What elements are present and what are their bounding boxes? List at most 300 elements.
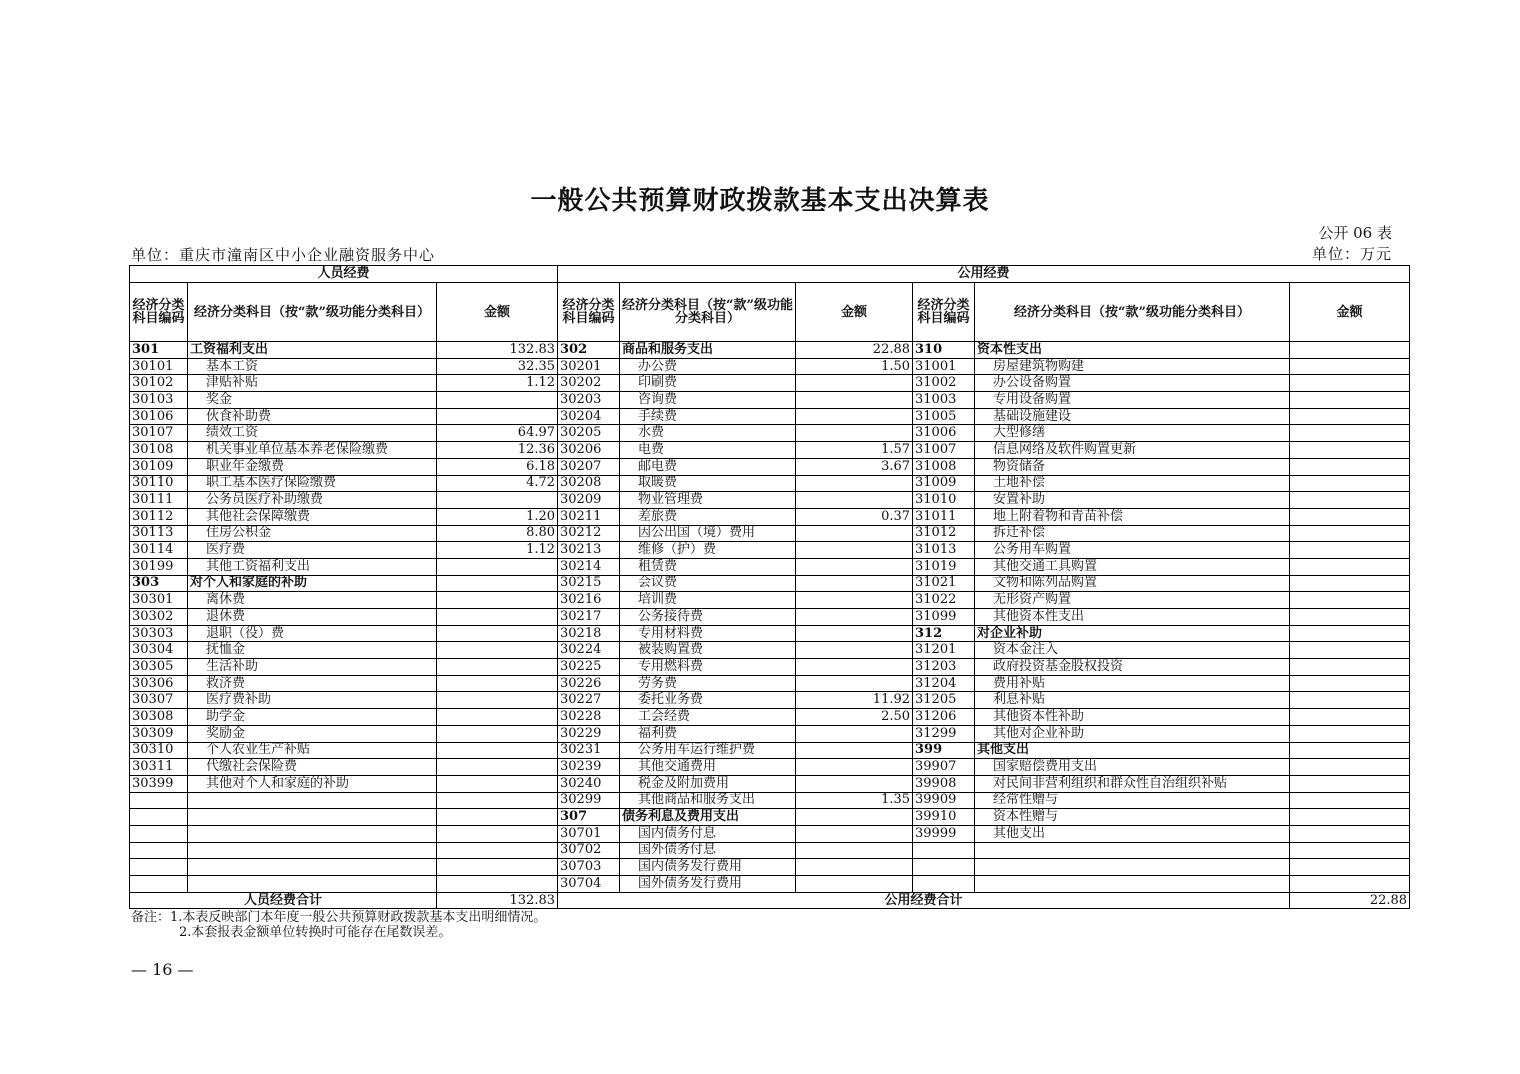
- item-code: [130, 809, 188, 826]
- table-row: [130, 558, 1410, 575]
- item-amount: [1290, 725, 1410, 742]
- item-code: 30301: [130, 592, 188, 609]
- item-amount: [796, 809, 913, 826]
- item-code: 30703: [558, 859, 620, 876]
- item-code: 312: [913, 625, 975, 642]
- item-code: 30102: [130, 375, 188, 392]
- item-amount: [1290, 558, 1410, 575]
- item-amount: [796, 725, 913, 742]
- item-amount: [437, 792, 558, 809]
- item-name: 资本性支出: [975, 342, 1290, 359]
- item-amount: [437, 825, 558, 842]
- item-name: 商品和服务支出: [620, 342, 796, 359]
- item-name: 物资储备: [975, 458, 1290, 475]
- item-code: 30106: [130, 408, 188, 425]
- form-number: 公开 06 表: [1318, 224, 1392, 242]
- header-code: 经济分类科目编码: [558, 283, 620, 342]
- item-code: 31019: [913, 558, 975, 575]
- item-code: [130, 842, 188, 859]
- item-code: 31205: [913, 692, 975, 709]
- item-code: 30239: [558, 759, 620, 776]
- item-code: 31204: [913, 675, 975, 692]
- item-code: 31002: [913, 375, 975, 392]
- item-amount: [1290, 609, 1410, 626]
- item-amount: 132.83: [437, 342, 558, 359]
- item-amount: 1.12: [437, 375, 558, 392]
- item-code: 30309: [130, 725, 188, 742]
- item-amount: 12.36: [437, 442, 558, 459]
- item-name: 房屋建筑物购建: [975, 358, 1290, 375]
- item-amount: 64.97: [437, 425, 558, 442]
- item-name: 离休费: [188, 592, 437, 609]
- item-amount: [437, 609, 558, 626]
- item-amount: [1290, 709, 1410, 726]
- item-name: 资本性赠与: [975, 809, 1290, 826]
- item-amount: [437, 775, 558, 792]
- item-amount: [437, 392, 558, 409]
- item-amount: [796, 775, 913, 792]
- item-code: 310: [913, 342, 975, 359]
- table-row: [130, 692, 1410, 709]
- item-amount: [796, 742, 913, 759]
- item-amount: [1290, 392, 1410, 409]
- item-code: 30111: [130, 492, 188, 509]
- section-public: 公用经费: [558, 266, 1410, 283]
- header-code: 经济分类科目编码: [130, 283, 188, 342]
- item-name: 其他交通工具购置: [975, 558, 1290, 575]
- item-amount: [796, 492, 913, 509]
- item-name: 大型修缮: [975, 425, 1290, 442]
- item-amount: [1290, 859, 1410, 876]
- table-row: [130, 876, 1410, 893]
- item-name: 公务用车购置: [975, 542, 1290, 559]
- item-code: 30224: [558, 642, 620, 659]
- item-name: 差旅费: [620, 508, 796, 525]
- item-code: 30226: [558, 675, 620, 692]
- item-code: 30702: [558, 842, 620, 859]
- item-amount: [437, 692, 558, 709]
- public-total-amount: 22.88: [1290, 892, 1410, 909]
- item-amount: [437, 625, 558, 642]
- item-name: 办公设备购置: [975, 375, 1290, 392]
- item-amount: [437, 575, 558, 592]
- table-row: [130, 809, 1410, 826]
- item-code: 30214: [558, 558, 620, 575]
- item-code: 31005: [913, 408, 975, 425]
- item-amount: [796, 675, 913, 692]
- item-code: 30208: [558, 475, 620, 492]
- note-line-2: 2.本套报表金额单位转换时可能存在尾数误差。: [179, 925, 452, 940]
- item-amount: [796, 759, 913, 776]
- item-amount: 0.37: [796, 508, 913, 525]
- header-amount: 金额: [796, 283, 913, 342]
- item-name: 专用材料费: [620, 625, 796, 642]
- item-code: 30205: [558, 425, 620, 442]
- item-name: 津贴补贴: [188, 375, 437, 392]
- item-name: 退休费: [188, 609, 437, 626]
- item-code: 30229: [558, 725, 620, 742]
- page-title: 一般公共预算财政拨款基本支出决算表: [530, 186, 990, 216]
- item-code: 307: [558, 809, 620, 826]
- item-code: 30225: [558, 659, 620, 676]
- table-row: [130, 609, 1410, 626]
- item-name: 专用燃料费: [620, 659, 796, 676]
- item-code: 30399: [130, 775, 188, 792]
- table-row: [130, 825, 1410, 842]
- item-name: 伙食补助费: [188, 408, 437, 425]
- item-amount: 1.35: [796, 792, 913, 809]
- item-code: 30203: [558, 392, 620, 409]
- item-code: 30211: [558, 508, 620, 525]
- item-name: 维修（护）费: [620, 542, 796, 559]
- item-name: 地上附着物和青苗补偿: [975, 508, 1290, 525]
- item-code: 31012: [913, 525, 975, 542]
- item-amount: [1290, 458, 1410, 475]
- personnel-total-label: 人员经费合计: [130, 892, 437, 909]
- item-code: 30218: [558, 625, 620, 642]
- item-code: 39907: [913, 759, 975, 776]
- item-name: 其他工资福利支出: [188, 558, 437, 575]
- item-code: 30212: [558, 525, 620, 542]
- item-amount: 22.88: [796, 342, 913, 359]
- item-name: 国外债务发行费用: [620, 876, 796, 893]
- item-amount: [437, 492, 558, 509]
- item-code: 302: [558, 342, 620, 359]
- item-code: 30240: [558, 775, 620, 792]
- item-code: 30299: [558, 792, 620, 809]
- item-name: 对企业补助: [975, 625, 1290, 642]
- item-code: 30101: [130, 358, 188, 375]
- item-code: 30114: [130, 542, 188, 559]
- item-name: 福利费: [620, 725, 796, 742]
- item-amount: [796, 642, 913, 659]
- item-amount: [796, 859, 913, 876]
- item-amount: [796, 825, 913, 842]
- item-name: 会议费: [620, 575, 796, 592]
- item-amount: [437, 725, 558, 742]
- item-name: 其他对个人和家庭的补助: [188, 775, 437, 792]
- item-amount: [1290, 792, 1410, 809]
- item-name: 其他资本性支出: [975, 609, 1290, 626]
- item-code: 30202: [558, 375, 620, 392]
- item-code: [130, 825, 188, 842]
- public-total-label: 公用经费合计: [558, 892, 1290, 909]
- item-name: 助学金: [188, 709, 437, 726]
- item-code: [913, 876, 975, 893]
- item-code: 31299: [913, 725, 975, 742]
- item-code: 30311: [130, 759, 188, 776]
- item-amount: [1290, 625, 1410, 642]
- item-amount: [796, 659, 913, 676]
- item-code: 31011: [913, 508, 975, 525]
- item-name: 经常性赠与: [975, 792, 1290, 809]
- item-code: [130, 876, 188, 893]
- item-amount: [796, 408, 913, 425]
- item-code: 30215: [558, 575, 620, 592]
- item-name: 资本金注入: [975, 642, 1290, 659]
- item-name: 国内债务发行费用: [620, 859, 796, 876]
- item-name: 委托业务费: [620, 692, 796, 709]
- item-name: 取暖费: [620, 475, 796, 492]
- item-code: 31006: [913, 425, 975, 442]
- item-code: 39910: [913, 809, 975, 826]
- item-name: 咨询费: [620, 392, 796, 409]
- item-name: 无形资产购置: [975, 592, 1290, 609]
- table-row: [130, 425, 1410, 442]
- item-amount: [437, 709, 558, 726]
- item-amount: [1290, 876, 1410, 893]
- item-amount: [437, 809, 558, 826]
- item-code: 30108: [130, 442, 188, 459]
- item-amount: [437, 859, 558, 876]
- item-amount: [1290, 442, 1410, 459]
- table-row: [130, 592, 1410, 609]
- item-amount: [1290, 592, 1410, 609]
- item-name: 公务用车运行维护费: [620, 742, 796, 759]
- item-name: 其他支出: [975, 825, 1290, 842]
- item-code: 31013: [913, 542, 975, 559]
- item-name: 个人农业生产补贴: [188, 742, 437, 759]
- item-name: 绩效工资: [188, 425, 437, 442]
- item-name: 职工基本医疗保险缴费: [188, 475, 437, 492]
- item-name: 专用设备购置: [975, 392, 1290, 409]
- item-name: 国家赔偿费用支出: [975, 759, 1290, 776]
- table-row: [130, 642, 1410, 659]
- item-amount: [796, 525, 913, 542]
- table-row: [130, 792, 1410, 809]
- item-name: 费用补贴: [975, 675, 1290, 692]
- item-name: [188, 825, 437, 842]
- table-row: [130, 375, 1410, 392]
- item-name: 物业管理费: [620, 492, 796, 509]
- item-code: 31008: [913, 458, 975, 475]
- item-code: 31201: [913, 642, 975, 659]
- table-row: [130, 508, 1410, 525]
- table-row: [130, 342, 1410, 359]
- table-row: [130, 659, 1410, 676]
- item-code: 303: [130, 575, 188, 592]
- item-code: 30227: [558, 692, 620, 709]
- item-code: 31099: [913, 609, 975, 626]
- item-code: [130, 792, 188, 809]
- item-code: 30110: [130, 475, 188, 492]
- item-code: 31010: [913, 492, 975, 509]
- item-name: 债务利息及费用支出: [620, 809, 796, 826]
- item-name: 邮电费: [620, 458, 796, 475]
- item-code: 39909: [913, 792, 975, 809]
- item-name: 利息补贴: [975, 692, 1290, 709]
- item-name: 基础设施建设: [975, 408, 1290, 425]
- item-name: 奖励金: [188, 725, 437, 742]
- item-amount: 1.50: [796, 358, 913, 375]
- item-name: [188, 809, 437, 826]
- item-name: [975, 859, 1290, 876]
- item-name: 机关事业单位基本养老保险缴费: [188, 442, 437, 459]
- header-amount: 金额: [437, 283, 558, 342]
- item-amount: 1.57: [796, 442, 913, 459]
- item-amount: [796, 375, 913, 392]
- table-row: [130, 475, 1410, 492]
- expenditure-table: [129, 265, 1410, 909]
- item-amount: [437, 642, 558, 659]
- table-row: [130, 625, 1410, 642]
- column-header-row: [130, 283, 1410, 342]
- item-amount: [796, 625, 913, 642]
- item-name: [188, 859, 437, 876]
- table-row: [130, 675, 1410, 692]
- item-amount: [1290, 575, 1410, 592]
- item-code: 31021: [913, 575, 975, 592]
- item-name: 因公出国（境）费用: [620, 525, 796, 542]
- item-amount: 11.92: [796, 692, 913, 709]
- item-amount: [1290, 542, 1410, 559]
- item-amount: [1290, 675, 1410, 692]
- item-code: 30112: [130, 508, 188, 525]
- item-amount: [796, 475, 913, 492]
- table-row: [130, 575, 1410, 592]
- item-name: [188, 792, 437, 809]
- item-amount: [1290, 375, 1410, 392]
- item-amount: [1290, 492, 1410, 509]
- item-code: 30199: [130, 558, 188, 575]
- item-amount: [1290, 408, 1410, 425]
- item-name: 拆迁补偿: [975, 525, 1290, 542]
- reporting-unit: 单位：重庆市潼南区中小企业融资服务中心: [131, 246, 436, 264]
- item-amount: [796, 558, 913, 575]
- item-code: 30302: [130, 609, 188, 626]
- item-amount: [796, 542, 913, 559]
- item-code: 301: [130, 342, 188, 359]
- table-row: [130, 458, 1410, 475]
- item-amount: [1290, 775, 1410, 792]
- item-name: 其他支出: [975, 742, 1290, 759]
- item-amount: [1290, 809, 1410, 826]
- item-name: 奖金: [188, 392, 437, 409]
- item-name: 安置补助: [975, 492, 1290, 509]
- item-code: 30209: [558, 492, 620, 509]
- table-row: [130, 525, 1410, 542]
- item-name: 税金及附加费用: [620, 775, 796, 792]
- item-amount: [1290, 692, 1410, 709]
- item-amount: [1290, 425, 1410, 442]
- item-amount: [437, 558, 558, 575]
- item-name: 医疗费补助: [188, 692, 437, 709]
- item-amount: [1290, 742, 1410, 759]
- item-amount: 8.80: [437, 525, 558, 542]
- item-amount: 32.35: [437, 358, 558, 375]
- item-amount: [796, 425, 913, 442]
- table-row: [130, 775, 1410, 792]
- item-code: 30701: [558, 825, 620, 842]
- item-amount: 1.20: [437, 508, 558, 525]
- item-amount: [796, 592, 913, 609]
- item-code: 30228: [558, 709, 620, 726]
- item-amount: [437, 592, 558, 609]
- item-code: 30231: [558, 742, 620, 759]
- item-amount: [1290, 759, 1410, 776]
- item-code: 39908: [913, 775, 975, 792]
- item-name: 其他交通费用: [620, 759, 796, 776]
- item-amount: [1290, 342, 1410, 359]
- item-name: [975, 842, 1290, 859]
- note-line-1: 备注：1.本表反映部门本年度一般公共预算财政拨款基本支出明细情况。: [131, 910, 547, 925]
- item-code: 30308: [130, 709, 188, 726]
- header-code: 经济分类科目编码: [913, 283, 975, 342]
- table-row: [130, 408, 1410, 425]
- item-name: [188, 876, 437, 893]
- item-name: 水费: [620, 425, 796, 442]
- item-name: 救济费: [188, 675, 437, 692]
- item-name: 政府投资基金股权投资: [975, 659, 1290, 676]
- table-row: [130, 759, 1410, 776]
- item-amount: [1290, 525, 1410, 542]
- item-amount: [1290, 358, 1410, 375]
- item-amount: 4.72: [437, 475, 558, 492]
- item-name: 公务接待费: [620, 609, 796, 626]
- currency-unit: 单位：万元: [1311, 245, 1392, 263]
- header-name: 经济分类科目（按“款”级功能分类科目）: [188, 283, 437, 342]
- item-name: 退职（役）费: [188, 625, 437, 642]
- table-row: [130, 358, 1410, 375]
- item-code: 31203: [913, 659, 975, 676]
- item-amount: [796, 876, 913, 893]
- item-name: 公务员医疗补助缴费: [188, 492, 437, 509]
- item-code: 30204: [558, 408, 620, 425]
- table-row: [130, 742, 1410, 759]
- table-row: [130, 542, 1410, 559]
- item-amount: [437, 876, 558, 893]
- table-row: [130, 442, 1410, 459]
- section-header-row: [130, 266, 1410, 283]
- item-name: 文物和陈列品购置: [975, 575, 1290, 592]
- item-name: 代缴社会保险费: [188, 759, 437, 776]
- item-name: [975, 876, 1290, 893]
- item-amount: [437, 842, 558, 859]
- item-name: 国外债务付息: [620, 842, 796, 859]
- item-name: 生活补助: [188, 659, 437, 676]
- item-code: 30217: [558, 609, 620, 626]
- item-name: 对民间非营利组织和群众性自治组织补贴: [975, 775, 1290, 792]
- item-code: 30103: [130, 392, 188, 409]
- item-amount: 6.18: [437, 458, 558, 475]
- item-code: 30704: [558, 876, 620, 893]
- item-name: 其他商品和服务支出: [620, 792, 796, 809]
- personnel-total-amount: 132.83: [437, 892, 558, 909]
- item-name: 培训费: [620, 592, 796, 609]
- item-name: 被装购置费: [620, 642, 796, 659]
- item-code: 30107: [130, 425, 188, 442]
- item-name: 职业年金缴费: [188, 458, 437, 475]
- item-amount: 2.50: [796, 709, 913, 726]
- item-amount: [437, 742, 558, 759]
- table-row: [130, 709, 1410, 726]
- item-code: 30207: [558, 458, 620, 475]
- item-name: 国内债务付息: [620, 825, 796, 842]
- item-name: 印刷费: [620, 375, 796, 392]
- item-amount: [796, 575, 913, 592]
- item-amount: [437, 659, 558, 676]
- item-amount: [1290, 508, 1410, 525]
- item-code: 30213: [558, 542, 620, 559]
- item-code: 30307: [130, 692, 188, 709]
- page-number: — 16 —: [131, 960, 194, 979]
- item-code: 31009: [913, 475, 975, 492]
- item-amount: [796, 392, 913, 409]
- item-name: 医疗费: [188, 542, 437, 559]
- item-name: 租赁费: [620, 558, 796, 575]
- table-row: [130, 492, 1410, 509]
- item-amount: 1.12: [437, 542, 558, 559]
